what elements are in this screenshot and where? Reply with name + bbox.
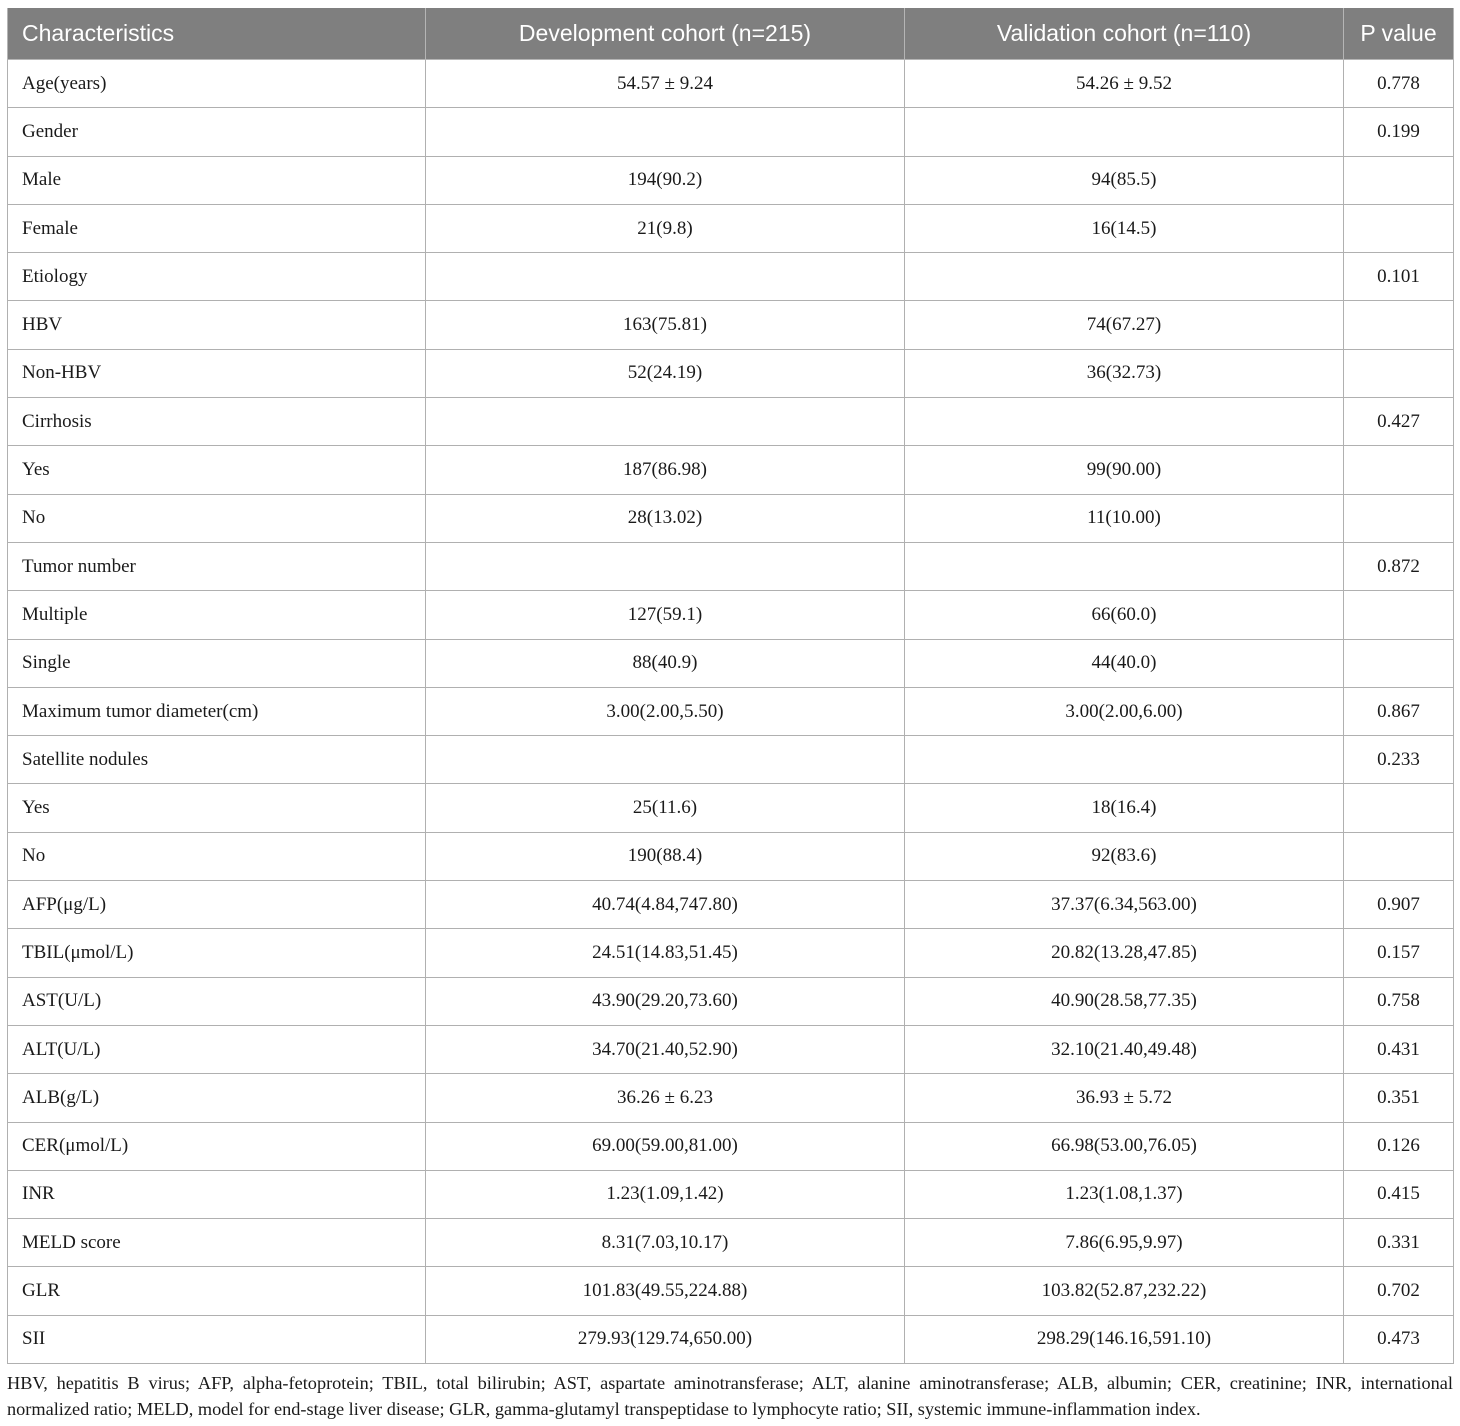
table-body	[8, 60, 1454, 1364]
cell-validation: 40.90(28.58,77.35)	[905, 977, 1344, 1025]
cell-validation: 1.23(1.08,1.37)	[905, 1170, 1344, 1218]
cell-development: 88(40.9)	[426, 639, 905, 687]
cell-development	[426, 542, 905, 590]
cell-characteristic: Yes	[8, 784, 426, 832]
cell-characteristic: Satellite nodules	[8, 736, 426, 784]
table-row	[8, 736, 1454, 784]
cell-development: 187(86.98)	[426, 446, 905, 494]
header-development-cohort: Development cohort (n=215)	[426, 8, 905, 60]
cell-development: 163(75.81)	[426, 301, 905, 349]
cell-characteristic: TBIL(μmol/L)	[8, 929, 426, 977]
table-header	[8, 8, 1454, 60]
cell-characteristic: Cirrhosis	[8, 398, 426, 446]
table-row	[8, 398, 1454, 446]
table-row	[8, 977, 1454, 1025]
table-row	[8, 156, 1454, 204]
header-p-value: P value	[1344, 8, 1454, 60]
cell-development: 190(88.4)	[426, 832, 905, 880]
cell-p-value: 0.758	[1344, 977, 1454, 1025]
table-row	[8, 881, 1454, 929]
cell-validation: 92(83.6)	[905, 832, 1344, 880]
table-row	[8, 687, 1454, 735]
cell-characteristic: No	[8, 494, 426, 542]
cell-p-value	[1344, 591, 1454, 639]
cell-p-value: 0.427	[1344, 398, 1454, 446]
cell-validation: 36.93 ± 5.72	[905, 1074, 1344, 1122]
cell-validation: 74(67.27)	[905, 301, 1344, 349]
cell-p-value: 0.867	[1344, 687, 1454, 735]
cell-development	[426, 736, 905, 784]
cell-characteristic: Yes	[8, 446, 426, 494]
table-row	[8, 301, 1454, 349]
cell-validation: 7.86(6.95,9.97)	[905, 1219, 1344, 1267]
cell-p-value: 0.702	[1344, 1267, 1454, 1315]
cell-p-value	[1344, 639, 1454, 687]
table-row	[8, 1170, 1454, 1218]
cell-p-value	[1344, 204, 1454, 252]
cell-validation: 32.10(21.40,49.48)	[905, 1025, 1344, 1073]
cell-development: 34.70(21.40,52.90)	[426, 1025, 905, 1073]
table-row	[8, 639, 1454, 687]
characteristics-table-container	[7, 8, 1453, 1364]
cell-characteristic: HBV	[8, 301, 426, 349]
cell-development: 8.31(7.03,10.17)	[426, 1219, 905, 1267]
cell-development: 43.90(29.20,73.60)	[426, 977, 905, 1025]
table-row	[8, 1025, 1454, 1073]
cell-validation	[905, 108, 1344, 156]
cell-development: 54.57 ± 9.24	[426, 60, 905, 108]
cell-validation: 11(10.00)	[905, 494, 1344, 542]
cell-characteristic: Non-HBV	[8, 349, 426, 397]
cell-characteristic: Age(years)	[8, 60, 426, 108]
cell-development: 24.51(14.83,51.45)	[426, 929, 905, 977]
cell-validation	[905, 542, 1344, 590]
cell-development: 1.23(1.09,1.42)	[426, 1170, 905, 1218]
table-row	[8, 204, 1454, 252]
cell-characteristic: GLR	[8, 1267, 426, 1315]
table-row	[8, 832, 1454, 880]
table-row	[8, 494, 1454, 542]
cell-p-value	[1344, 784, 1454, 832]
cell-p-value: 0.473	[1344, 1315, 1454, 1363]
table-row	[8, 108, 1454, 156]
table-row	[8, 446, 1454, 494]
cell-validation: 16(14.5)	[905, 204, 1344, 252]
cell-development: 21(9.8)	[426, 204, 905, 252]
table-row	[8, 1074, 1454, 1122]
cell-characteristic: No	[8, 832, 426, 880]
cell-development: 40.74(4.84,747.80)	[426, 881, 905, 929]
cell-development	[426, 253, 905, 301]
cell-characteristic: MELD score	[8, 1219, 426, 1267]
table-row	[8, 929, 1454, 977]
cell-p-value: 0.199	[1344, 108, 1454, 156]
cell-validation: 66.98(53.00,76.05)	[905, 1122, 1344, 1170]
cell-validation: 37.37(6.34,563.00)	[905, 881, 1344, 929]
cell-validation: 36(32.73)	[905, 349, 1344, 397]
cell-p-value: 0.126	[1344, 1122, 1454, 1170]
cell-validation: 99(90.00)	[905, 446, 1344, 494]
cell-p-value: 0.233	[1344, 736, 1454, 784]
cell-validation	[905, 736, 1344, 784]
cell-p-value: 0.907	[1344, 881, 1454, 929]
cell-validation: 94(85.5)	[905, 156, 1344, 204]
cell-p-value: 0.101	[1344, 253, 1454, 301]
table-footnote: HBV, hepatitis B virus; AFP, alpha-fetoprotein; TBIL, total bilirubin; AST, aspartate aminotransferase; ALT, alanine aminotransferase; ALB, albumin; CER, creatinine; INR, international normalized ratio; MELD, model for end-stage liver disease; GLR, gamma-glutamyl transpeptidase to lymphocyte ratio; SII, systemic immune-inflammation index.	[7, 1373, 1453, 1419]
cell-p-value	[1344, 494, 1454, 542]
cell-development	[426, 398, 905, 446]
table-row	[8, 591, 1454, 639]
header-validation-cohort: Validation cohort (n=110)	[905, 8, 1344, 60]
cell-characteristic: SII	[8, 1315, 426, 1363]
cell-development: 25(11.6)	[426, 784, 905, 832]
cell-validation: 103.82(52.87,232.22)	[905, 1267, 1344, 1315]
cell-p-value: 0.351	[1344, 1074, 1454, 1122]
cell-p-value	[1344, 446, 1454, 494]
cell-characteristic: AFP(μg/L)	[8, 881, 426, 929]
cell-development: 28(13.02)	[426, 494, 905, 542]
cell-characteristic: CER(μmol/L)	[8, 1122, 426, 1170]
cell-characteristic: Maximum tumor diameter(cm)	[8, 687, 426, 735]
cell-development: 52(24.19)	[426, 349, 905, 397]
cell-p-value	[1344, 349, 1454, 397]
cell-characteristic: Gender	[8, 108, 426, 156]
table-row	[8, 1219, 1454, 1267]
table-row	[8, 1267, 1454, 1315]
cell-validation: 3.00(2.00,6.00)	[905, 687, 1344, 735]
cell-p-value: 0.331	[1344, 1219, 1454, 1267]
table-row	[8, 784, 1454, 832]
cell-validation: 18(16.4)	[905, 784, 1344, 832]
cell-characteristic: INR	[8, 1170, 426, 1218]
table-row	[8, 253, 1454, 301]
cell-validation: 20.82(13.28,47.85)	[905, 929, 1344, 977]
cell-characteristic: Tumor number	[8, 542, 426, 590]
cell-validation: 298.29(146.16,591.10)	[905, 1315, 1344, 1363]
cell-p-value: 0.778	[1344, 60, 1454, 108]
cell-characteristic: ALT(U/L)	[8, 1025, 426, 1073]
cell-characteristic: Female	[8, 204, 426, 252]
cell-characteristic: ALB(g/L)	[8, 1074, 426, 1122]
cell-development: 101.83(49.55,224.88)	[426, 1267, 905, 1315]
header-row	[8, 8, 1454, 60]
cell-validation: 66(60.0)	[905, 591, 1344, 639]
table-row	[8, 1122, 1454, 1170]
cell-p-value: 0.872	[1344, 542, 1454, 590]
cell-p-value: 0.431	[1344, 1025, 1454, 1073]
cell-validation	[905, 253, 1344, 301]
header-characteristics: Characteristics	[8, 8, 426, 60]
cell-characteristic: Male	[8, 156, 426, 204]
table-row	[8, 542, 1454, 590]
table-row	[8, 1315, 1454, 1363]
cell-development: 127(59.1)	[426, 591, 905, 639]
cell-development: 69.00(59.00,81.00)	[426, 1122, 905, 1170]
cell-p-value: 0.157	[1344, 929, 1454, 977]
cell-characteristic: Single	[8, 639, 426, 687]
table-row	[8, 60, 1454, 108]
cell-development	[426, 108, 905, 156]
cell-development: 3.00(2.00,5.50)	[426, 687, 905, 735]
cell-p-value	[1344, 301, 1454, 349]
cell-p-value	[1344, 156, 1454, 204]
table-row	[8, 349, 1454, 397]
characteristics-table	[7, 8, 1454, 1364]
cell-characteristic: Multiple	[8, 591, 426, 639]
cell-validation	[905, 398, 1344, 446]
cell-development: 194(90.2)	[426, 156, 905, 204]
cell-validation: 44(40.0)	[905, 639, 1344, 687]
cell-characteristic: AST(U/L)	[8, 977, 426, 1025]
cell-p-value: 0.415	[1344, 1170, 1454, 1218]
cell-characteristic: Etiology	[8, 253, 426, 301]
cell-validation: 54.26 ± 9.52	[905, 60, 1344, 108]
cell-development: 36.26 ± 6.23	[426, 1074, 905, 1122]
cell-p-value	[1344, 832, 1454, 880]
cell-development: 279.93(129.74,650.00)	[426, 1315, 905, 1363]
